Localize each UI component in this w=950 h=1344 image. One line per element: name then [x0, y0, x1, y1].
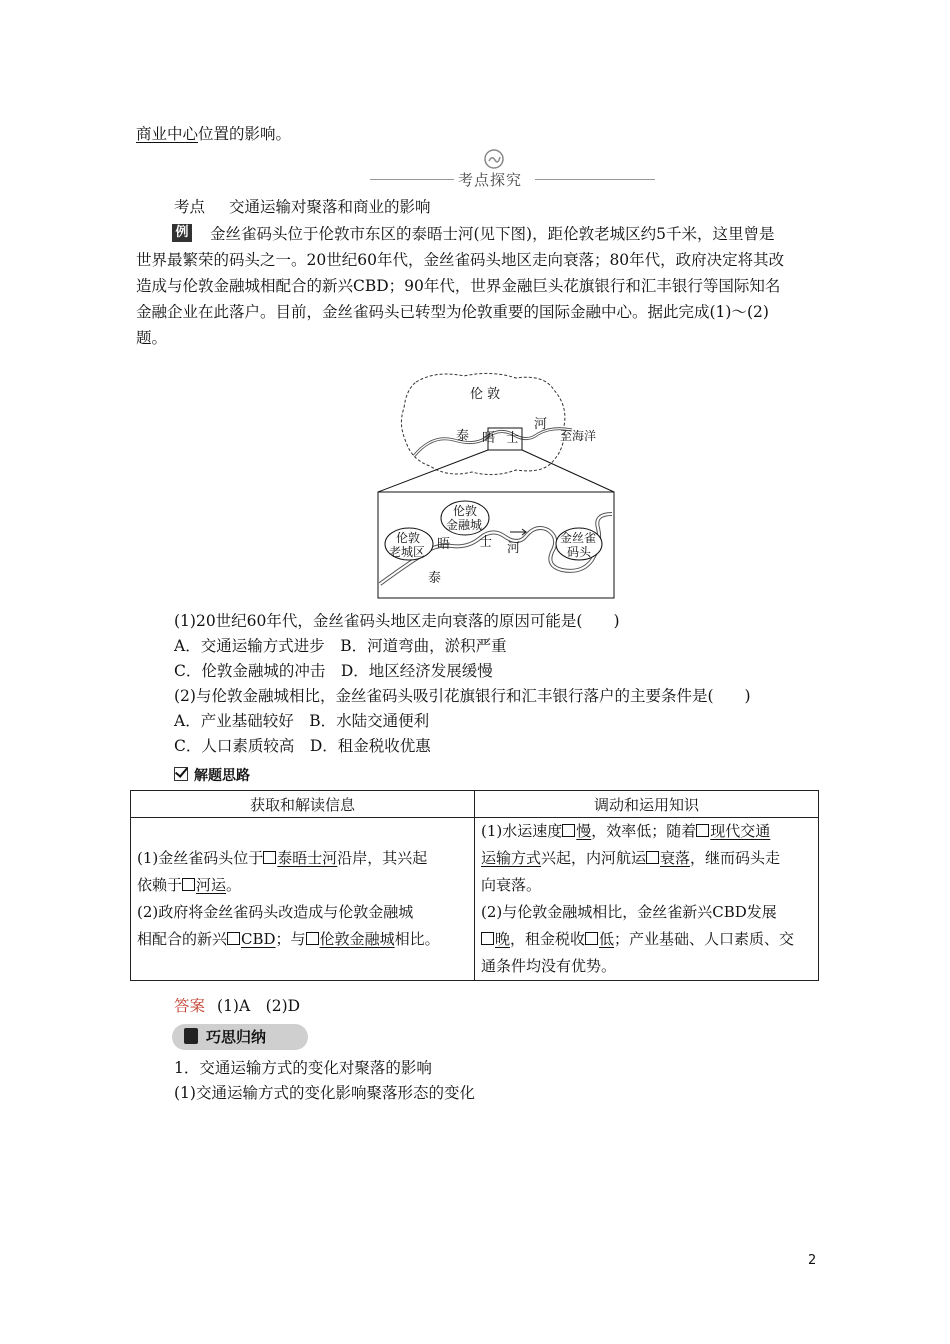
section-rule-left — [370, 179, 454, 180]
question-2-options-cd: C．人口素质较高 D．租金税收优惠 — [174, 737, 431, 755]
example-line-1: 金丝雀码头位于伦敦市东区的泰晤士河(见下图)，距伦敦老城区约5千米，这里曾是 — [210, 225, 775, 243]
inset-label-finance-1: 伦敦 — [453, 504, 478, 518]
example-line-5: 题。 — [136, 329, 168, 347]
intro-rest: 位置的影响。 — [198, 125, 292, 143]
example-badge: 例 — [172, 224, 192, 242]
inset-label-shi: 士 — [479, 535, 493, 550]
example-line-2: 世界最繁荣的码头之一。20世纪60年代，金丝雀码头地区走向衰落；80年代，政府决定将其改 — [136, 251, 785, 269]
section-rule-right — [535, 179, 655, 180]
map-label-wu: 晤 — [482, 431, 496, 446]
map-label-tai: 泰 — [456, 429, 470, 444]
analysis-title-text: 解题思路 — [194, 768, 250, 784]
analysis-table — [130, 790, 819, 981]
answer-line — [174, 996, 300, 1016]
summary-line-1: 1．交通运输方式的变化对聚落的影响 — [174, 1059, 432, 1077]
river-flow-arrow-icon — [510, 529, 526, 535]
checkbox-icon — [174, 767, 188, 781]
map-label-shi: 士 — [506, 431, 520, 446]
inset-label-canary-2: 码头 — [567, 545, 592, 559]
question-1-options-cd: C．伦敦金融城的冲击 D．地区经济发展缓慢 — [174, 662, 493, 680]
topic-line — [174, 197, 431, 217]
example-line-3: 造成与伦敦金融城相配合的新兴CBD；90年代，世界金融巨头花旗银行和汇丰银行等国际知名 — [136, 277, 781, 295]
map-label-london: 伦 敦 — [470, 387, 501, 402]
topic-label: 考点 — [174, 198, 206, 216]
inset-label-old-city-1: 伦敦 — [396, 531, 421, 545]
inset-label-old-city-2: 老城区 — [389, 545, 426, 559]
inset-label-he: 河 — [507, 541, 521, 556]
question-1-stem: (1)20世纪60年代，金丝雀码头地区走向衰落的原因可能是( ) — [174, 612, 620, 630]
section-title: 考点探究 — [458, 171, 523, 189]
london-map-figure — [376, 368, 616, 600]
pencil-note-icon — [184, 1028, 198, 1044]
table-cell-left: (1)金丝雀码头位于 泰晤士河沿岸，其兴起 依赖于 河运。 (2)政府将金丝雀码头改造成与伦敦金融城 相配合的新兴 CBD；与 伦敦金融城相比。 — [131, 818, 475, 981]
page-number: 2 — [808, 1253, 817, 1268]
analysis-title — [174, 765, 250, 785]
inset-label-tai: 泰 — [428, 571, 442, 586]
question-2-options-ab: A．产业基础较好 B．水陆交通便利 — [174, 712, 430, 730]
summary-line-2: (1)交通运输方式的变化影响聚落形态的变化 — [174, 1084, 475, 1102]
question-1-options-ab: A．交通运输方式进步 B．河道弯曲，淤积严重 — [174, 637, 507, 655]
topic-title: 交通运输对聚落和商业的影响 — [229, 198, 431, 216]
table-cell-right: (1)水运速度 慢，效率低；随着 现代交通 运输方式兴起，内河航运 衰落，继而码头走 向衰落。 (2)与伦敦金融城相比，金丝雀新兴CBD发展 晚，租金税收 低；产业基础、人口素质、交 通条件均没有优势。 — [475, 818, 819, 981]
table-header-left: 获取和解读信息 — [131, 791, 475, 818]
table-header-right: 调动和运用知识 — [475, 791, 819, 818]
inset-label-wu: 晤 — [437, 537, 451, 552]
intro-line — [136, 124, 291, 144]
section-swirl-icon — [483, 148, 505, 170]
question-2-stem: (2)与伦敦金融城相比，金丝雀码头吸引花旗银行和汇丰银行落户的主要条件是( ) — [174, 687, 751, 705]
inset-label-canary-1: 金丝雀 — [560, 531, 597, 545]
answer-label: 答案 — [174, 997, 206, 1015]
intro-underlined: 商业中心 — [136, 125, 199, 143]
inset-label-finance-2: 金融城 — [446, 518, 483, 532]
summary-title-pill — [172, 1024, 308, 1050]
answer-value: (1)A (2)D — [217, 997, 301, 1015]
map-label-he: 河 — [534, 417, 548, 432]
example-line-4: 金融企业在此落户。目前，金丝雀码头已转型为伦敦重要的国际金融中心。据此完成(1)～(2) — [136, 303, 769, 321]
summary-title: 巧思归纳 — [206, 1028, 267, 1046]
map-label-sea: 至海洋 — [560, 429, 597, 443]
